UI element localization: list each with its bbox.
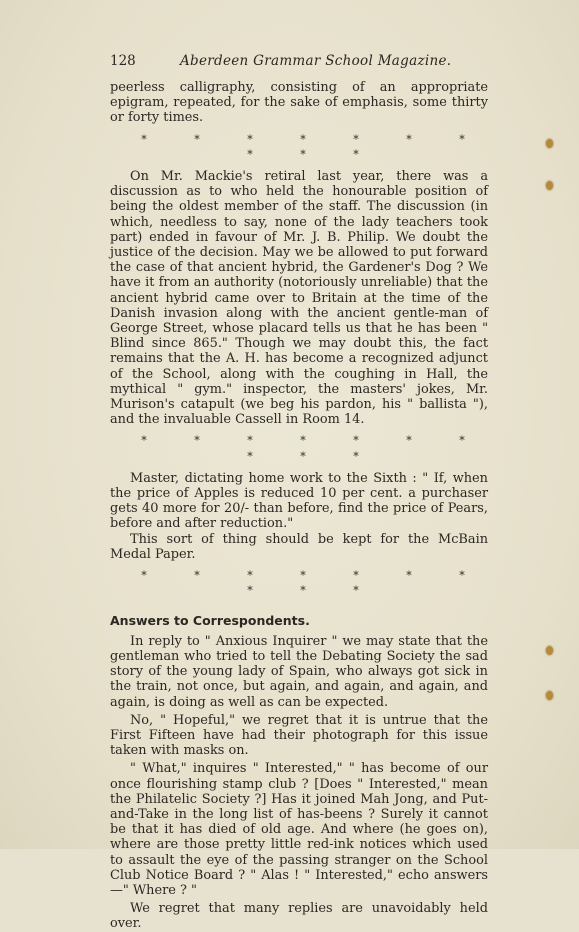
paragraph-calligraphy: peerless calligraphy, consisting of an appropriate epigram, repeated, for the sake of emphasis, some thirty or forty times. — [110, 80, 488, 126]
page-number: 128 — [110, 53, 136, 69]
paragraph-apples-problem: Master, dictating home work to the Sixth : " If, when the price of Apples is reduced 10 per cent. a purchaser gets 40 more for 20/- than before, find the price of Pears, before and after reduction." — [110, 470, 488, 532]
paragraph-interested: " What," inquires " Interested," " has become of our once flourishing stamp club ? [Does " Interested," mean the Philatelic Society ?] Has it joined Mah Jong, and Put-and-Take in the long list of has-beens ? Surely it cannot be that it has died of old age. And where (he goes on), where are those pretty little red-ink notices which used to assault the eye of the passing stranger on the School Club Notice Board ? " Alas ! " Interested," echo answers—" Where ? " — [110, 761, 488, 898]
binding-hole-mark — [546, 646, 553, 655]
paragraph-anxious-inquirer: In reply to " Anxious Inquirer " we may state that the gentleman who tried to tell the Debating Society the sad story of the young lady of Spain, who always got sick in the train, not once, but again, and again, and again, and again, is doing as well as can be expected. — [110, 633, 488, 710]
binding-hole-mark — [546, 691, 553, 700]
binding-hole-mark — [546, 139, 553, 148]
page-header — [110, 53, 490, 69]
paragraph-hopeful: No, " Hopeful," we regret that it is untrue that the First Fifteen have had their photograph for this issue taken with masks on. — [110, 712, 488, 759]
article-body — [110, 80, 488, 932]
section-divider-2: * * * * * * * * * * — [141, 434, 487, 463]
paragraph-gardeners-dog: On Mr. Mackie's retiral last year, there was a discussion as to who held the honourable position of being the oldest member of the staff. The discussion (in which, needless to say, none of the lady teachers took part) ended in favour of Mr. J. B. Philip. We doubt the justice of the decision. May we be allowed to put forward the case of that ancient hybrid, the Gardener's Dog ? We have it from an authority (notoriously unreliable) that the ancient hybrid came over to Britain at the time of the Danish invasion along with the ancient gentle-man of George Street, whose placard tells us that he has been " Blind since 865." Though we may doubt this, the fact remains that the A. H. has become a recognized adjunct of the School, along with the coughing in Hall, the mythical " gym." inspector, the masters' jokes, Mr. Murison's catapult (we beg his pardon, his " ballista "), and the invaluable Cassell in Room 14. — [110, 169, 488, 428]
section-heading-answers: Answers to Correspondents. — [110, 612, 310, 628]
paragraph-replies-held-over: We regret that many replies are unavoidably held over. — [110, 901, 488, 932]
magazine-title: Aberdeen Grammar School Magazine. — [180, 53, 452, 69]
binding-hole-mark — [546, 181, 553, 190]
paragraph-mcbain-medal: This sort of thing should be kept for the McBain Medal Paper. — [110, 531, 488, 562]
section-divider-3: * * * * * * * * * * — [141, 569, 487, 598]
section-divider-1: * * * * * * * * * * — [141, 132, 487, 161]
